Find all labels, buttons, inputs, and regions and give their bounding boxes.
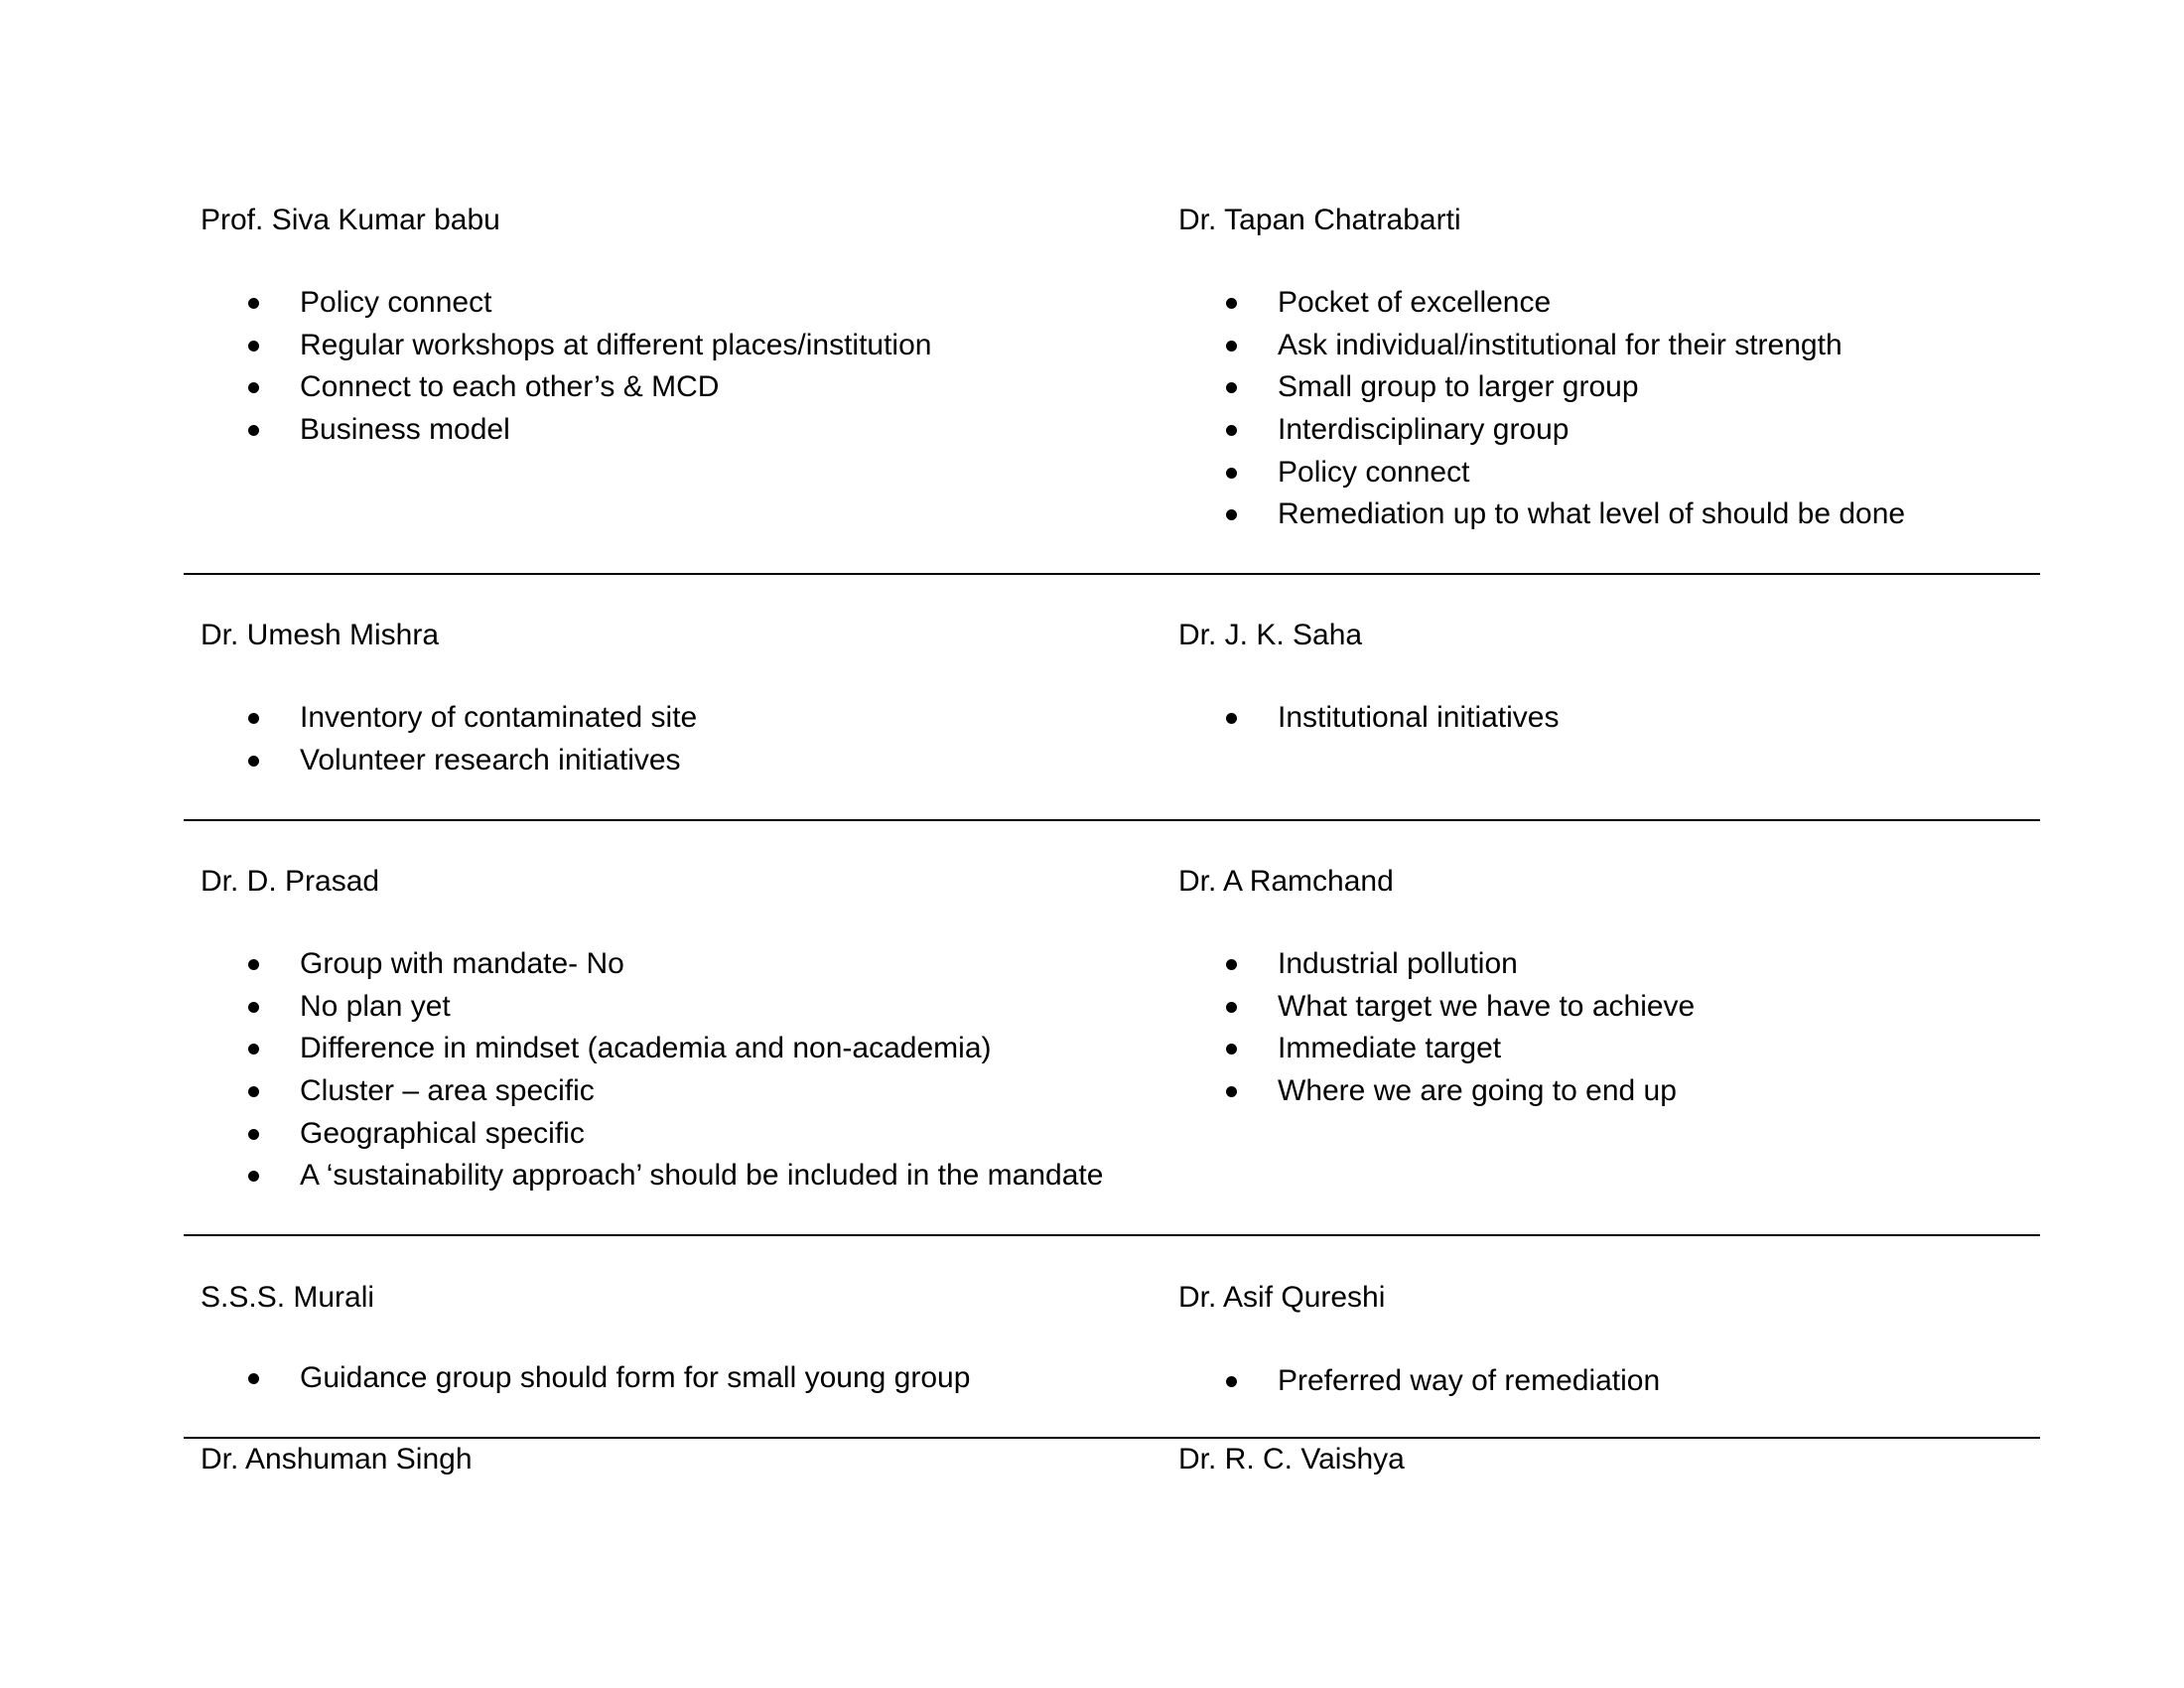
section-divider (184, 1234, 2040, 1236)
list-item: Difference in mindset (academia and non-academia) (201, 1028, 1103, 1070)
list-item: Connect to each other’s & MCD (201, 366, 931, 409)
bullet-list (201, 282, 931, 452)
speaker-name: Dr. Anshuman Singh (201, 1443, 473, 1476)
list-item: Preferred way of remediation (1178, 1360, 1660, 1403)
list-item: Cluster – area specific (201, 1070, 1103, 1113)
list-item: Policy connect (1178, 452, 1905, 494)
bullet-list (201, 1357, 970, 1400)
bullet-list (201, 697, 697, 781)
list-item: A ‘sustainability approach’ should be included in the mandate (201, 1155, 1103, 1197)
bullet-list (1178, 943, 1695, 1113)
bullet-list (1178, 282, 1905, 536)
section-divider (184, 573, 2040, 575)
speaker-name: Dr. Umesh Mishra (201, 619, 440, 651)
list-item: Regular workshops at different places/institution (201, 325, 931, 367)
speaker-name: S.S.S. Murali (201, 1281, 375, 1314)
speaker-name: Prof. Siva Kumar babu (201, 204, 500, 236)
list-item: Geographical specific (201, 1113, 1103, 1156)
list-item: Pocket of excellence (1178, 282, 1905, 325)
list-item: Where we are going to end up (1178, 1070, 1695, 1113)
list-item: Volunteer research initiatives (201, 740, 697, 782)
list-item: Guidance group should form for small young group (201, 1357, 970, 1400)
bullet-list (1178, 697, 1559, 740)
list-item: Inventory of contaminated site (201, 697, 697, 740)
section-divider (184, 819, 2040, 821)
speaker-name: Dr. A Ramchand (1178, 865, 1394, 898)
list-item: Small group to larger group (1178, 366, 1905, 409)
speaker-name: Dr. Asif Qureshi (1178, 1281, 1386, 1314)
bullet-list (1178, 1360, 1660, 1403)
list-item: No plan yet (201, 986, 1103, 1029)
list-item: Immediate target (1178, 1028, 1695, 1070)
speaker-name: Dr. J. K. Saha (1178, 619, 1363, 651)
speaker-name: Dr. R. C. Vaishya (1178, 1443, 1405, 1476)
speaker-name: Dr. Tapan Chatrabarti (1178, 204, 1461, 236)
list-item: Group with mandate- No (201, 943, 1103, 986)
list-item: Interdisciplinary group (1178, 409, 1905, 452)
list-item: Institutional initiatives (1178, 697, 1559, 740)
list-item: What target we have to achieve (1178, 986, 1695, 1029)
list-item: Business model (201, 409, 931, 452)
speaker-name: Dr. D. Prasad (201, 865, 380, 898)
list-item: Remediation up to what level of should be done (1178, 493, 1905, 536)
list-item: Ask individual/institutional for their strength (1178, 325, 1905, 367)
list-item: Policy connect (201, 282, 931, 325)
section-divider (184, 1437, 2040, 1439)
bullet-list (201, 943, 1103, 1197)
list-item: Industrial pollution (1178, 943, 1695, 986)
